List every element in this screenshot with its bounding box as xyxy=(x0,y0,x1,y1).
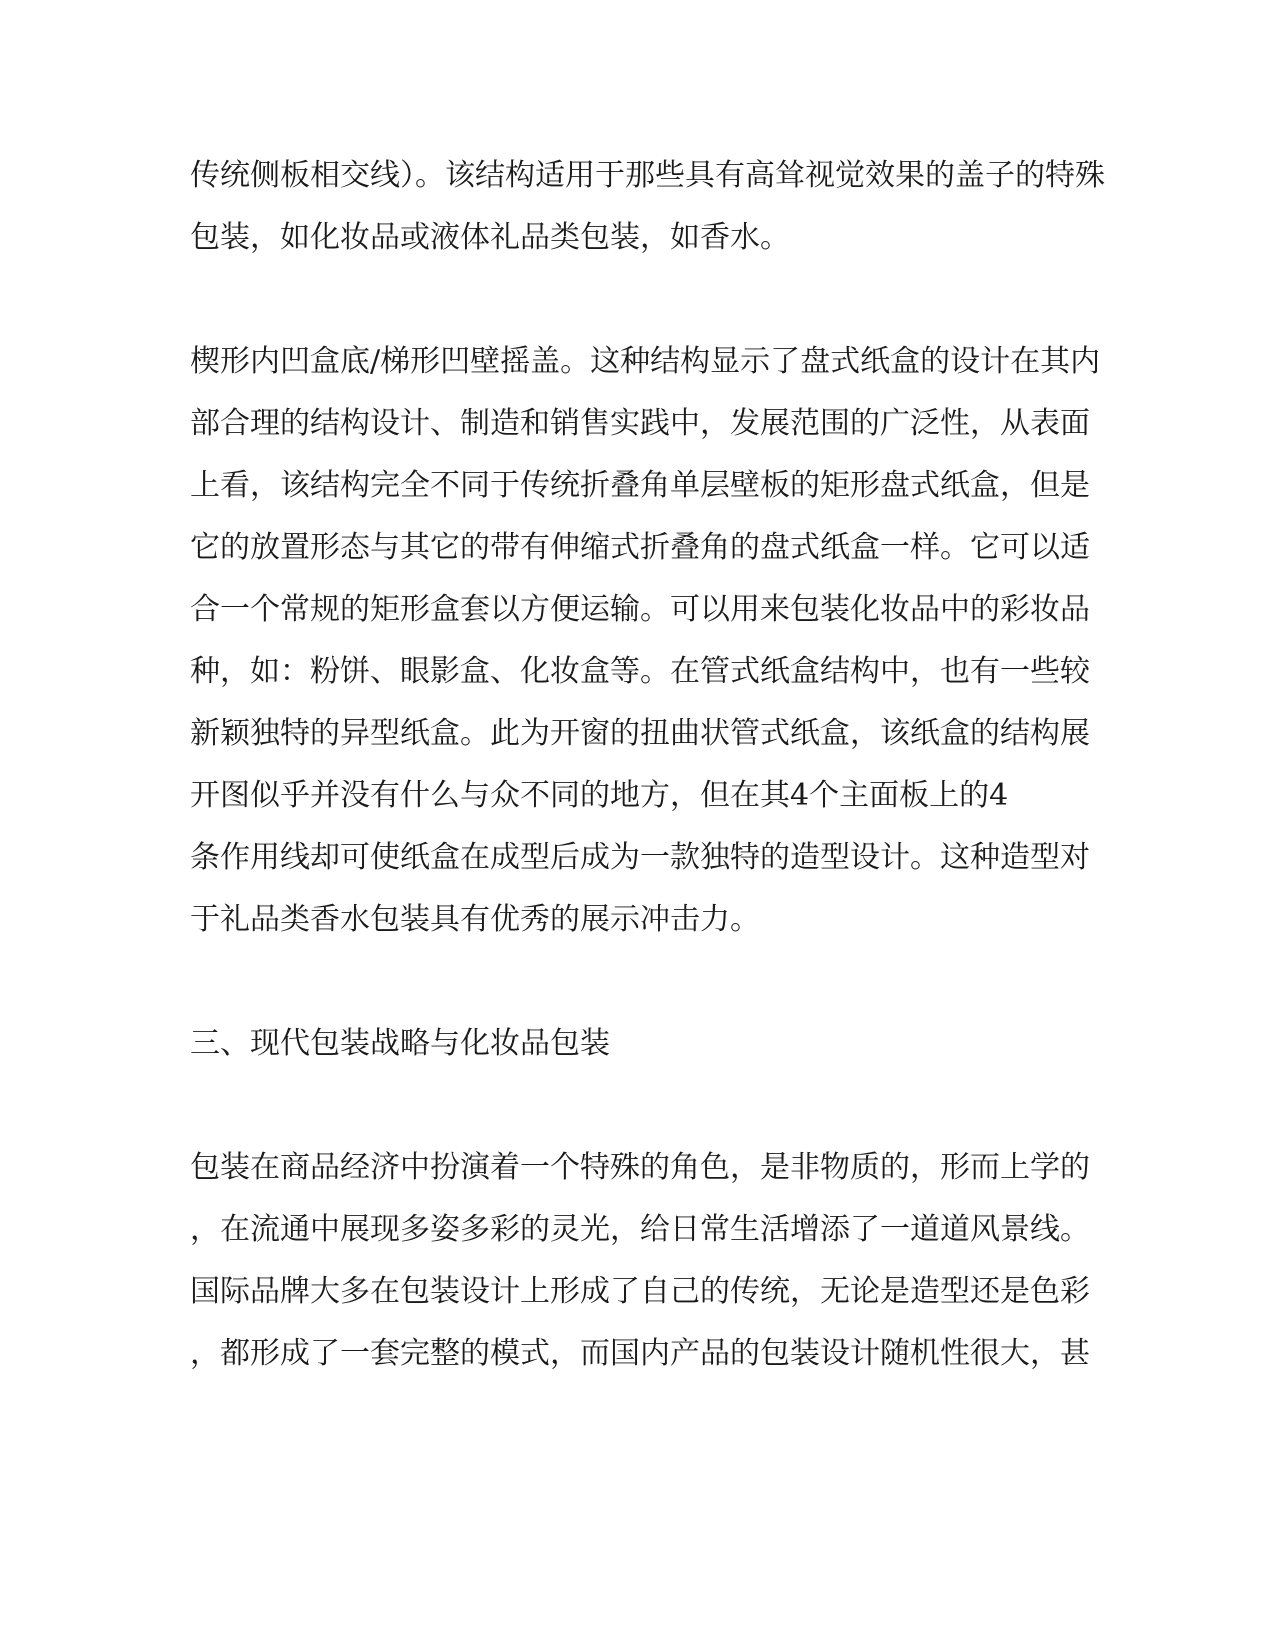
paragraph-1-line-1: 传统侧板相交线）。该结构适用于那些具有高耸视觉效果的盖子的特殊 xyxy=(190,158,1105,193)
paragraph-3-line-3: 国际品牌大多在包装设计上形成了自己的传统，无论是造型还是色彩 xyxy=(190,1274,1090,1309)
paragraph-2-line-2: 部合理的结构设计、制造和销售实践中，发展范围的广泛性，从表面 xyxy=(190,406,1090,441)
paragraph-1-line-2: 包装，如化妆品或液体礼品类包装，如香水。 xyxy=(190,220,790,255)
paragraph-2-line-7: 新颖独特的异型纸盒。此为开窗的扭曲状管式纸盒，该纸盒的结构展 xyxy=(190,716,1090,751)
paragraph-2-line-3: 上看，该结构完全不同于传统折叠角单层壁板的矩形盘式纸盒，但是 xyxy=(190,468,1090,503)
paragraph-2-line-9: 条作用线却可使纸盒在成型后成为一款独特的造型设计。这种造型对 xyxy=(190,840,1090,875)
paragraph-2-line-10: 于礼品类香水包装具有优秀的展示冲击力。 xyxy=(190,902,760,937)
paragraph-3-line-2: ，在流通中展现多姿多彩的灵光，给日常生活增添了一道道风景线。 xyxy=(190,1212,1090,1247)
paragraph-2-line-6: 种，如：粉饼、眼影盒、化妆盒等。在管式纸盒结构中，也有一些较 xyxy=(190,654,1090,689)
paragraph-2-line-1: 楔形内凹盒底/梯形凹壁摇盖。这种结构显示了盘式纸盒的设计在其内 xyxy=(190,344,1101,379)
paragraph-3-line-4: ，都形成了一套完整的模式，而国内产品的包装设计随机性很大，甚 xyxy=(190,1336,1090,1371)
paragraph-2-line-4: 它的放置形态与其它的带有伸缩式折叠角的盘式纸盒一样。它可以适 xyxy=(190,530,1090,565)
paragraph-2-line-5: 合一个常规的矩形盒套以方便运输。可以用来包装化妆品中的彩妆品 xyxy=(190,592,1090,627)
section-heading: 三、现代包装战略与化妆品包装 xyxy=(190,1026,610,1061)
paragraph-2-line-8: 开图似乎并没有什么与众不同的地方，但在其4个主面板上的4 xyxy=(190,778,1009,813)
paragraph-3-line-1: 包装在商品经济中扮演着一个特殊的角色，是非物质的，形而上学的 xyxy=(190,1150,1090,1185)
